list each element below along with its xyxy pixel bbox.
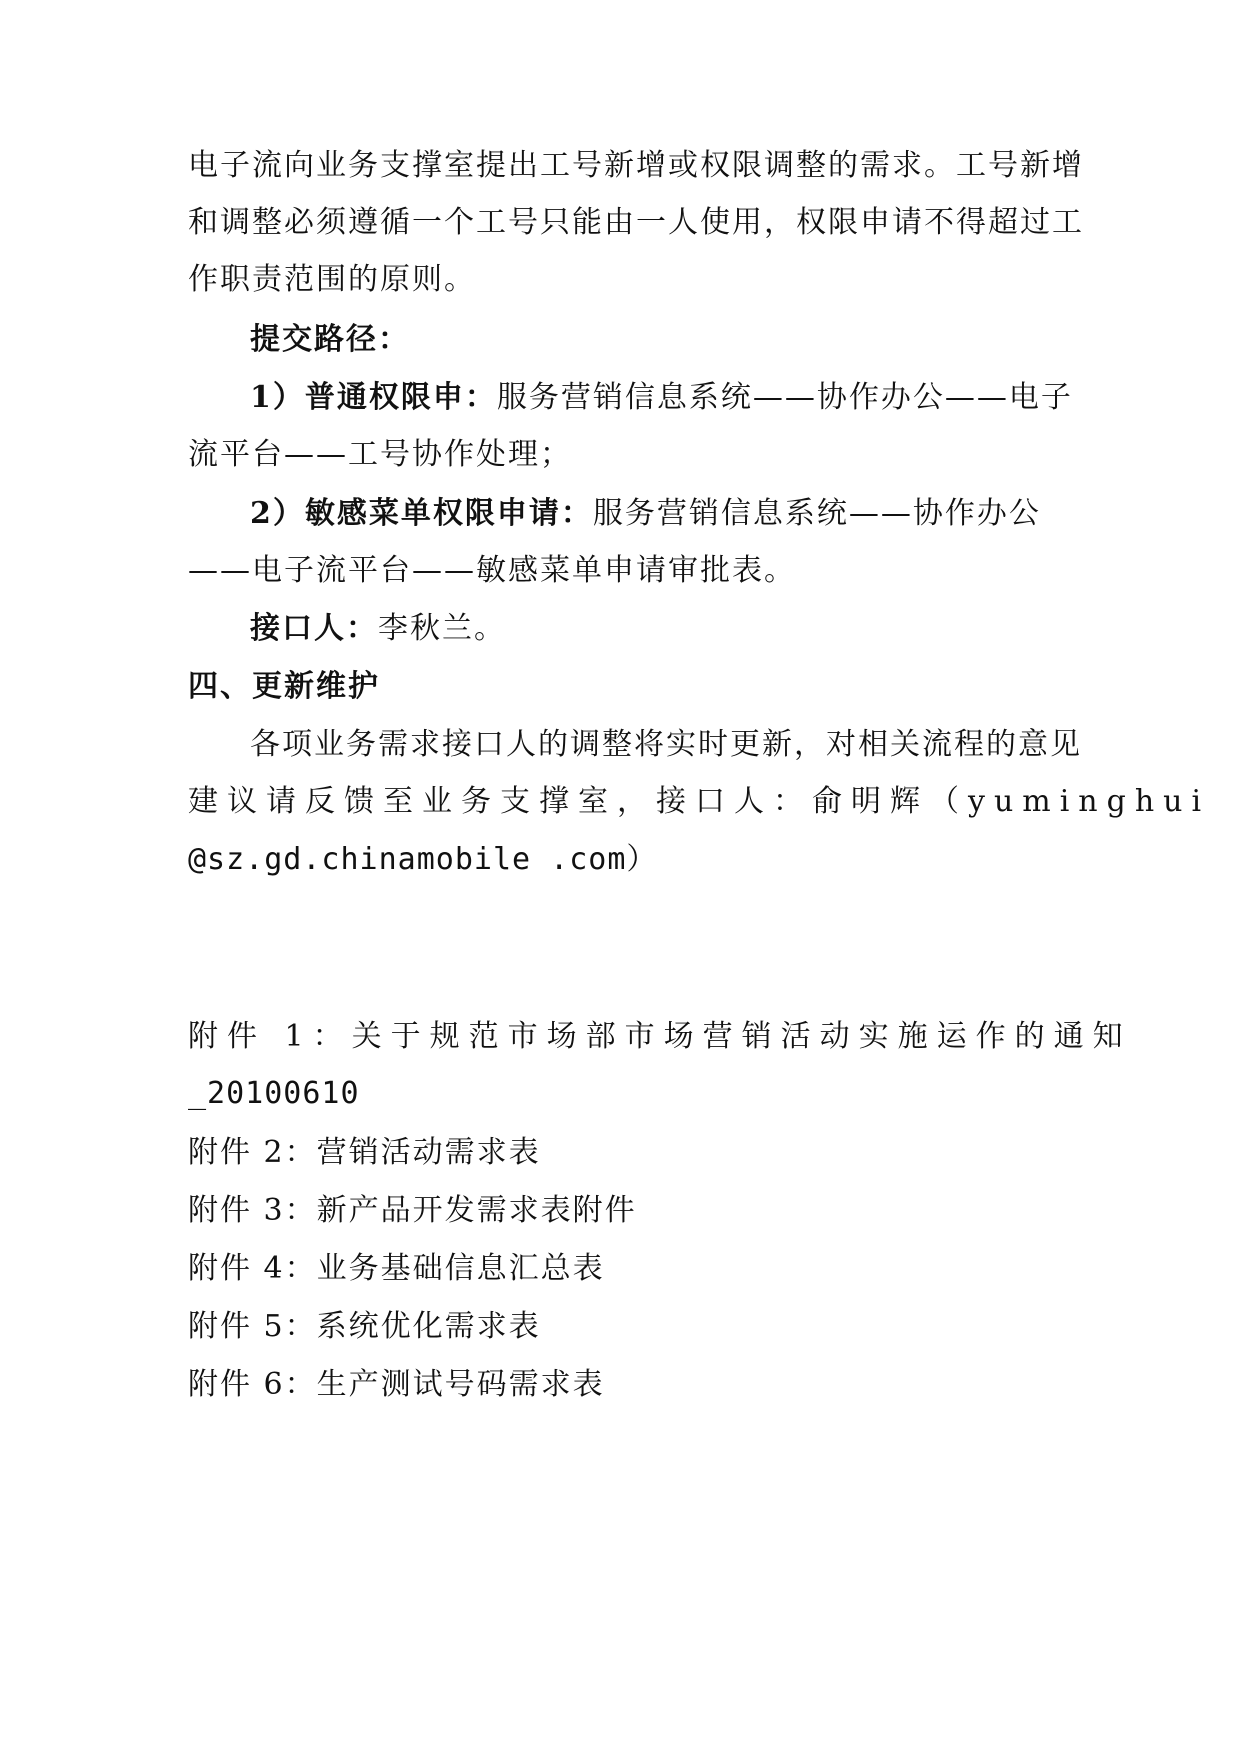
- attachment-1-line-2: _20100610: [188, 1076, 360, 1111]
- contact-label: 接口人：: [250, 611, 378, 646]
- attachment-1-line-1: 附件 1：关于规范市场部市场营销活动实施运作的通知: [188, 1019, 1132, 1054]
- item-2-line-1: [250, 494, 1070, 534]
- item-1-text: 服务营销信息系统——协作办公——电子: [496, 380, 1073, 415]
- item-2-line-2: ——电子流平台——敏感菜单申请审批表。: [188, 553, 796, 588]
- intro-line-1: 电子流向业务支撑室提出工号新增或权限调整的需求。工号新增: [188, 148, 1084, 183]
- contact-line: [250, 609, 1070, 649]
- section-4-line-1: 各项业务需求接口人的调整将实时更新，对相关流程的意见: [250, 727, 1082, 762]
- contact-name: 李秋兰。: [378, 611, 506, 646]
- attachment-6: 附件 6：生产测试号码需求表: [188, 1367, 605, 1402]
- submit-path-heading: 提交路径：: [250, 322, 410, 357]
- section-4-heading: 四、更新维护: [188, 669, 380, 704]
- attachment-3: 附件 3：新产品开发需求表附件: [188, 1193, 637, 1228]
- section-4-line-2: 建议请反馈至业务支撑室，接口人：俞明辉（yuminghui: [188, 784, 1211, 819]
- item-1-line-2: 流平台——工号协作处理；: [188, 437, 572, 472]
- item-2-text: 服务营销信息系统——协作办公: [592, 496, 1041, 531]
- intro-line-3: 作职责范围的原则。: [188, 262, 476, 297]
- attachment-5: 附件 5：系统优化需求表: [188, 1309, 541, 1344]
- attachment-4: 附件 4：业务基础信息汇总表: [188, 1251, 605, 1286]
- intro-line-2: 和调整必须遵循一个工号只能由一人使用，权限申请不得超过工: [188, 205, 1084, 240]
- attachment-2: 附件 2：营销活动需求表: [188, 1135, 541, 1170]
- section-4-line-3: @sz.gd.chinamobile .com）: [188, 842, 658, 877]
- item-1-label: 1）普通权限申：: [250, 380, 497, 415]
- item-2-label: 2）敏感菜单权限申请：: [250, 496, 593, 531]
- item-1-line-1: [250, 378, 1073, 418]
